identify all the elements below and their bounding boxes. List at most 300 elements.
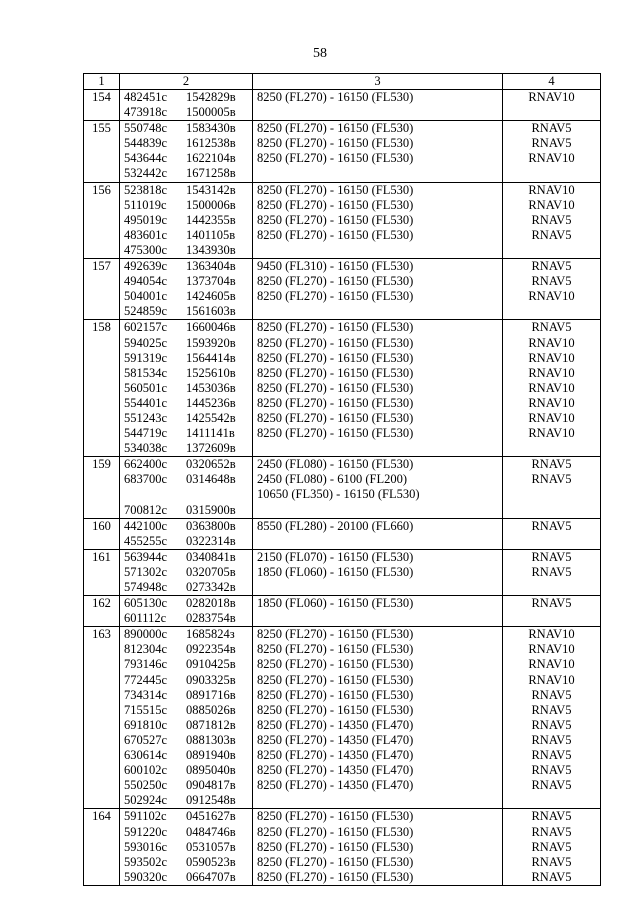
coordinate-line bbox=[124, 580, 248, 595]
altitude-cell bbox=[253, 627, 503, 809]
nav-spec: RNAV5 bbox=[531, 549, 572, 564]
nav-spec: RNAV10 bbox=[528, 335, 575, 350]
coordinate-line bbox=[124, 320, 248, 335]
altitude-range: 8250 (FL270) - 16150 (FL530) bbox=[257, 869, 414, 884]
coordinate-line bbox=[124, 503, 248, 518]
longitude: 1500005в bbox=[186, 105, 236, 120]
nav-spec: RNAV10 bbox=[528, 151, 575, 166]
coordinate-line bbox=[124, 228, 248, 243]
route-number bbox=[84, 549, 120, 595]
table-row bbox=[84, 518, 601, 549]
coordinate-line bbox=[124, 870, 248, 885]
routes-table bbox=[83, 73, 601, 886]
coordinate-line bbox=[124, 289, 248, 304]
latitude: 890000с bbox=[124, 627, 168, 642]
page-number: 58 bbox=[313, 46, 327, 61]
route-number-text: 164 bbox=[92, 809, 111, 824]
nav-spec: RNAV5 bbox=[531, 227, 572, 242]
coordinate-line bbox=[124, 426, 248, 441]
latitude: 591102с bbox=[124, 809, 167, 824]
route-number bbox=[84, 457, 120, 518]
altitude-range: 8250 (FL270) - 14350 (FL470) bbox=[257, 732, 414, 747]
longitude: 1583430в bbox=[186, 121, 236, 136]
route-number-text: 156 bbox=[92, 182, 111, 197]
coordinate-line bbox=[124, 778, 248, 793]
coordinates-cell bbox=[120, 457, 253, 518]
altitude-range: 8250 (FL270) - 16150 (FL530) bbox=[257, 426, 414, 441]
nav-spec: RNAV5 bbox=[531, 472, 572, 487]
altitude-range: 8250 (FL270) - 16150 (FL530) bbox=[257, 212, 414, 227]
longitude: 1500006в bbox=[186, 197, 236, 212]
longitude: 0871812в bbox=[186, 717, 236, 732]
latitude: 571302с bbox=[124, 564, 168, 579]
longitude: 0282018в bbox=[186, 596, 236, 611]
altitude-cell bbox=[253, 596, 503, 627]
altitude-cell bbox=[253, 809, 503, 885]
route-number-text: 159 bbox=[92, 457, 111, 472]
coordinate-line bbox=[124, 457, 248, 472]
nav-spec: RNAV5 bbox=[531, 839, 572, 854]
coordinates-cell bbox=[120, 549, 253, 595]
coordinate-line bbox=[124, 809, 248, 824]
table-row bbox=[84, 809, 601, 885]
altitude-range: 8250 (FL270) - 16150 (FL530) bbox=[257, 809, 414, 824]
altitude-range: 8250 (FL270) - 16150 (FL530) bbox=[257, 702, 414, 717]
nav-spec-cell bbox=[503, 518, 601, 549]
coordinate-line bbox=[124, 627, 248, 642]
coordinate-line bbox=[124, 105, 248, 120]
longitude: 0451627в bbox=[186, 809, 236, 824]
longitude: 0531057в bbox=[186, 839, 236, 854]
coordinate-line bbox=[124, 748, 248, 763]
latitude: 483601с bbox=[124, 227, 168, 242]
longitude: 0912548в bbox=[186, 793, 236, 808]
longitude: 0314648в bbox=[186, 472, 236, 487]
latitude: 812304с bbox=[124, 642, 168, 657]
route-number bbox=[84, 90, 120, 121]
nav-spec: RNAV10 bbox=[528, 657, 575, 672]
nav-spec-cell bbox=[503, 90, 601, 121]
nav-spec-cell bbox=[503, 809, 601, 885]
latitude: 532442с bbox=[124, 166, 168, 181]
latitude: 504001с bbox=[124, 289, 168, 304]
nav-spec: RNAV5 bbox=[531, 212, 572, 227]
longitude: 1660046в bbox=[186, 320, 236, 335]
coordinate-line bbox=[124, 733, 248, 748]
altitude-range: 10650 (FL350) - 16150 (FL530) bbox=[257, 487, 420, 502]
latitude: 563944с bbox=[124, 549, 168, 564]
route-number-text: 163 bbox=[92, 627, 111, 642]
longitude: 1612538в bbox=[186, 136, 236, 151]
coordinate-line bbox=[124, 472, 248, 487]
altitude-range: 8250 (FL270) - 16150 (FL530) bbox=[257, 627, 414, 642]
nav-spec: RNAV10 bbox=[528, 395, 575, 410]
coordinate-line bbox=[124, 183, 248, 198]
altitude-range: 8250 (FL270) - 16150 (FL530) bbox=[257, 227, 414, 242]
longitude: 1542829в bbox=[186, 90, 236, 104]
coordinates-cell bbox=[120, 182, 253, 258]
longitude: 1564414в bbox=[186, 350, 236, 365]
altitude-range: 8250 (FL270) - 16150 (FL530) bbox=[257, 320, 414, 335]
route-number-text: 161 bbox=[92, 549, 111, 564]
latitude: 524859с bbox=[124, 304, 168, 319]
nav-spec: RNAV10 bbox=[528, 642, 575, 657]
nav-spec: RNAV5 bbox=[531, 763, 572, 778]
longitude: 1411141в bbox=[186, 426, 235, 441]
latitude: 600102с bbox=[124, 763, 168, 778]
altitude-range: 8250 (FL270) - 16150 (FL530) bbox=[257, 350, 414, 365]
nav-spec: RNAV10 bbox=[528, 410, 575, 425]
altitude-cell bbox=[253, 90, 503, 121]
longitude: 1445236в bbox=[186, 395, 236, 410]
nav-spec: RNAV10 bbox=[528, 365, 575, 380]
nav-spec: RNAV5 bbox=[531, 869, 572, 884]
nav-spec-cell bbox=[503, 182, 601, 258]
coordinate-line bbox=[124, 381, 248, 396]
table-row bbox=[84, 182, 601, 258]
altitude-range: 8250 (FL270) - 16150 (FL530) bbox=[257, 824, 414, 839]
longitude: 1453036в bbox=[186, 380, 236, 395]
longitude: 0903325в bbox=[186, 672, 236, 687]
coordinates-cell bbox=[120, 259, 253, 320]
latitude: 551243с bbox=[124, 410, 168, 425]
latitude: 715515с bbox=[124, 702, 168, 717]
latitude: 591319с bbox=[124, 350, 168, 365]
coordinate-line bbox=[124, 703, 248, 718]
altitude-range: 8250 (FL270) - 16150 (FL530) bbox=[257, 289, 414, 304]
altitude-range: 8250 (FL270) - 16150 (FL530) bbox=[257, 839, 414, 854]
latitude: 511019с bbox=[124, 197, 167, 212]
longitude: 1401105в bbox=[186, 227, 236, 242]
coordinate-line bbox=[124, 793, 248, 808]
latitude: 494054с bbox=[124, 274, 168, 289]
coordinate-line bbox=[124, 441, 248, 456]
table-row bbox=[84, 457, 601, 518]
longitude: 0885026в bbox=[186, 702, 236, 717]
route-number bbox=[84, 182, 120, 258]
nav-spec: RNAV5 bbox=[531, 564, 572, 579]
altitude-range: 8250 (FL270) - 14350 (FL470) bbox=[257, 763, 414, 778]
latitude: 593016с bbox=[124, 839, 168, 854]
longitude: 1424605в bbox=[186, 289, 236, 304]
coordinate-line bbox=[124, 657, 248, 672]
latitude: 605130с bbox=[124, 596, 168, 611]
latitude: 772445с bbox=[124, 672, 168, 687]
longitude: 0664707в bbox=[186, 869, 236, 884]
altitude-range: 2450 (FL080) - 6100 (FL200) bbox=[257, 472, 407, 487]
nav-spec: RNAV5 bbox=[531, 259, 572, 274]
altitude-range: 8250 (FL270) - 14350 (FL470) bbox=[257, 748, 414, 763]
latitude: 543644с bbox=[124, 151, 168, 166]
coordinate-line bbox=[124, 213, 248, 228]
coordinate-line bbox=[124, 90, 248, 105]
latitude: 590320с bbox=[124, 869, 168, 884]
latitude: 554401с bbox=[124, 395, 168, 410]
coordinate-line bbox=[124, 688, 248, 703]
table-row bbox=[84, 121, 601, 182]
route-number bbox=[84, 596, 120, 627]
longitude: 1363404в bbox=[186, 259, 236, 274]
latitude: 455255с bbox=[124, 533, 168, 548]
nav-spec-cell bbox=[503, 549, 601, 595]
longitude: 0315900в bbox=[186, 502, 236, 517]
nav-spec: RNAV5 bbox=[531, 702, 572, 717]
coordinate-line bbox=[124, 243, 248, 258]
altitude-cell bbox=[253, 121, 503, 182]
latitude: 495019с bbox=[124, 212, 168, 227]
latitude: 574948с bbox=[124, 580, 168, 594]
nav-spec: RNAV5 bbox=[531, 778, 572, 793]
latitude: 593502с bbox=[124, 854, 168, 869]
coordinate-line bbox=[124, 351, 248, 366]
altitude-range: 8250 (FL270) - 14350 (FL470) bbox=[257, 778, 414, 793]
nav-spec-cell bbox=[503, 596, 601, 627]
coordinate-line bbox=[124, 304, 248, 319]
coordinate-line bbox=[124, 198, 248, 213]
coordinates-cell bbox=[120, 320, 253, 457]
longitude: 0340841в bbox=[186, 549, 236, 564]
longitude: 1442355в bbox=[186, 212, 236, 227]
longitude: 1425542в bbox=[186, 410, 236, 425]
latitude: 793146с bbox=[124, 657, 168, 672]
latitude: 534038с bbox=[124, 441, 168, 456]
latitude: 550250с bbox=[124, 778, 168, 793]
nav-spec: RNAV5 bbox=[531, 320, 572, 335]
table-row bbox=[84, 549, 601, 595]
nav-spec: RNAV10 bbox=[528, 380, 575, 395]
coordinate-line bbox=[124, 534, 248, 549]
nav-spec: RNAV5 bbox=[531, 854, 572, 869]
altitude-range: 8250 (FL270) - 16150 (FL530) bbox=[257, 136, 414, 151]
altitude-range: 8250 (FL270) - 16150 (FL530) bbox=[257, 380, 414, 395]
nav-spec: RNAV5 bbox=[531, 457, 572, 472]
longitude: 0881303в bbox=[186, 732, 236, 747]
latitude: 591220с bbox=[124, 824, 168, 839]
route-number-text: 162 bbox=[92, 596, 111, 611]
longitude: 0922354в bbox=[186, 642, 236, 657]
latitude: 492639с bbox=[124, 259, 168, 274]
column-header: 3 bbox=[253, 74, 503, 90]
nav-spec: RNAV10 bbox=[528, 672, 575, 687]
longitude: 0320652в bbox=[186, 457, 236, 472]
nav-spec: RNAV5 bbox=[531, 518, 572, 533]
table-row bbox=[84, 90, 601, 121]
altitude-cell bbox=[253, 457, 503, 518]
nav-spec: RNAV10 bbox=[528, 289, 575, 304]
longitude: 1373704в bbox=[186, 274, 236, 289]
altitude-range: 8250 (FL270) - 16150 (FL530) bbox=[257, 854, 414, 869]
coordinates-cell bbox=[120, 627, 253, 809]
nav-spec: RNAV5 bbox=[531, 748, 572, 763]
altitude-cell bbox=[253, 259, 503, 320]
coordinate-line bbox=[124, 151, 248, 166]
coordinates-cell bbox=[120, 596, 253, 627]
latitude: 602157с bbox=[124, 320, 168, 335]
latitude: 475300с bbox=[124, 242, 168, 257]
latitude: 700812с bbox=[124, 502, 168, 517]
latitude: 683700с bbox=[124, 472, 168, 487]
latitude: 670527с bbox=[124, 732, 168, 747]
longitude: 1671258в bbox=[186, 166, 236, 181]
longitude: 1372609в bbox=[186, 441, 236, 456]
nav-spec: RNAV5 bbox=[531, 824, 572, 839]
latitude: 594025с bbox=[124, 335, 168, 350]
coordinate-line bbox=[124, 396, 248, 411]
altitude-range: 8250 (FL270) - 16150 (FL530) bbox=[257, 657, 414, 672]
altitude-range: 8250 (FL270) - 16150 (FL530) bbox=[257, 672, 414, 687]
coordinates-cell bbox=[120, 90, 253, 121]
latitude: 691810с bbox=[124, 717, 168, 732]
longitude: 1685824з bbox=[186, 627, 235, 642]
latitude: 630614с bbox=[124, 748, 168, 763]
route-number bbox=[84, 121, 120, 182]
nav-spec-cell bbox=[503, 457, 601, 518]
altitude-range: 9450 (FL310) - 16150 (FL530) bbox=[257, 259, 414, 274]
coordinate-line bbox=[124, 274, 248, 289]
route-number bbox=[84, 809, 120, 885]
route-number bbox=[84, 320, 120, 457]
latitude: 601112с bbox=[124, 611, 167, 626]
nav-spec: RNAV10 bbox=[528, 182, 575, 197]
latitude: 502924с bbox=[124, 793, 168, 808]
longitude: 0484746в bbox=[186, 824, 236, 839]
nav-spec: RNAV5 bbox=[531, 809, 572, 824]
routes-body bbox=[84, 90, 601, 886]
coordinates-cell bbox=[120, 121, 253, 182]
table-row bbox=[84, 627, 601, 809]
longitude: 0891716в bbox=[186, 687, 236, 702]
longitude: 0910425в bbox=[186, 657, 236, 672]
header-row bbox=[84, 74, 601, 90]
longitude: 1525610в bbox=[186, 365, 236, 380]
coordinate-line bbox=[124, 121, 248, 136]
coordinate-line bbox=[124, 136, 248, 151]
coordinates-cell bbox=[120, 518, 253, 549]
route-number bbox=[84, 627, 120, 809]
altitude-cell bbox=[253, 320, 503, 457]
latitude: 523818с bbox=[124, 182, 168, 197]
nav-spec: RNAV5 bbox=[531, 687, 572, 702]
route-number-text: 160 bbox=[92, 518, 111, 533]
altitude-range: 8250 (FL270) - 16150 (FL530) bbox=[257, 365, 414, 380]
nav-spec: RNAV5 bbox=[531, 717, 572, 732]
column-header: 2 bbox=[120, 74, 253, 90]
nav-spec: RNAV5 bbox=[531, 596, 572, 611]
altitude-range: 2150 (FL070) - 16150 (FL530) bbox=[257, 549, 414, 564]
coordinate-line bbox=[124, 366, 248, 381]
longitude: 1561603в bbox=[186, 304, 236, 319]
table-row bbox=[84, 259, 601, 320]
coordinate-line bbox=[124, 565, 248, 580]
altitude-range: 8550 (FL280) - 20100 (FL660) bbox=[257, 518, 414, 533]
coordinate-line bbox=[124, 596, 248, 611]
nav-spec: RNAV10 bbox=[528, 426, 575, 441]
altitude-range: 8250 (FL270) - 16150 (FL530) bbox=[257, 151, 414, 166]
table-row bbox=[84, 596, 601, 627]
latitude: 544839с bbox=[124, 136, 168, 151]
altitude-range: 8250 (FL270) - 16150 (FL530) bbox=[257, 335, 414, 350]
route-number bbox=[84, 518, 120, 549]
latitude: 473918с bbox=[124, 105, 168, 120]
longitude: 1343930в bbox=[186, 242, 236, 257]
coordinate-line bbox=[124, 336, 248, 351]
coordinates-cell bbox=[120, 809, 253, 885]
latitude: 550748с bbox=[124, 121, 168, 136]
latitude: 662400с bbox=[124, 457, 168, 472]
altitude-range: 8250 (FL270) - 16150 (FL530) bbox=[257, 395, 414, 410]
latitude: 560501с bbox=[124, 380, 168, 395]
longitude: 0322314в bbox=[186, 533, 236, 548]
coordinate-line bbox=[124, 611, 248, 626]
longitude: 0283754в bbox=[186, 611, 236, 626]
coordinate-line bbox=[124, 718, 248, 733]
nav-spec: RNAV5 bbox=[531, 136, 572, 151]
longitude: 0320705в bbox=[186, 564, 236, 579]
altitude-range: 8250 (FL270) - 16150 (FL530) bbox=[257, 410, 414, 425]
route-number-text: 154 bbox=[92, 90, 111, 104]
coordinate-line bbox=[124, 825, 248, 840]
nav-spec: RNAV5 bbox=[531, 274, 572, 289]
table-row bbox=[84, 320, 601, 457]
altitude-range: 8250 (FL270) - 16150 (FL530) bbox=[257, 197, 414, 212]
coordinate-line bbox=[124, 259, 248, 274]
latitude: 482451с bbox=[124, 90, 168, 104]
latitude: 544719с bbox=[124, 426, 168, 441]
longitude: 0363800в bbox=[186, 518, 236, 533]
longitude: 0904817в bbox=[186, 778, 236, 793]
altitude-range: 8250 (FL270) - 14350 (FL470) bbox=[257, 717, 414, 732]
nav-spec-cell bbox=[503, 259, 601, 320]
column-header: 1 bbox=[84, 74, 120, 90]
nav-spec-cell bbox=[503, 121, 601, 182]
altitude-range: 1850 (FL060) - 16150 (FL530) bbox=[257, 596, 414, 611]
altitude-range: 1850 (FL060) - 16150 (FL530) bbox=[257, 564, 414, 579]
longitude: 1543142в bbox=[186, 182, 236, 197]
coordinate-line bbox=[124, 840, 248, 855]
longitude: 1593920в bbox=[186, 335, 236, 350]
coordinate-line bbox=[124, 855, 248, 870]
nav-spec: RNAV10 bbox=[528, 90, 575, 104]
nav-spec: RNAV10 bbox=[528, 350, 575, 365]
route-number bbox=[84, 259, 120, 320]
nav-spec-cell bbox=[503, 627, 601, 809]
altitude-range: 8250 (FL270) - 16150 (FL530) bbox=[257, 182, 414, 197]
latitude: 581534с bbox=[124, 365, 168, 380]
nav-spec: RNAV5 bbox=[531, 732, 572, 747]
altitude-cell bbox=[253, 549, 503, 595]
longitude: 0273342в bbox=[186, 580, 236, 594]
altitude-range: 8250 (FL270) - 16150 (FL530) bbox=[257, 687, 414, 702]
route-number-text: 157 bbox=[92, 259, 111, 274]
coordinate-line bbox=[124, 166, 248, 181]
altitude-cell bbox=[253, 518, 503, 549]
coordinate-line bbox=[124, 642, 248, 657]
column-header: 4 bbox=[503, 74, 601, 90]
longitude: 0895040в bbox=[186, 763, 236, 778]
longitude: 1622104в bbox=[186, 151, 236, 166]
route-number-text: 155 bbox=[92, 121, 111, 136]
nav-spec: RNAV10 bbox=[528, 627, 575, 642]
latitude: 734314с bbox=[124, 687, 168, 702]
altitude-range: 8250 (FL270) - 16150 (FL530) bbox=[257, 121, 414, 136]
route-number-text: 158 bbox=[92, 320, 111, 335]
coordinate-line bbox=[124, 487, 248, 502]
coordinate-line bbox=[124, 763, 248, 778]
altitude-range: 8250 (FL270) - 16150 (FL530) bbox=[257, 90, 414, 104]
longitude: 0891940в bbox=[186, 748, 236, 763]
coordinate-line bbox=[124, 550, 248, 565]
altitude-cell bbox=[253, 182, 503, 258]
